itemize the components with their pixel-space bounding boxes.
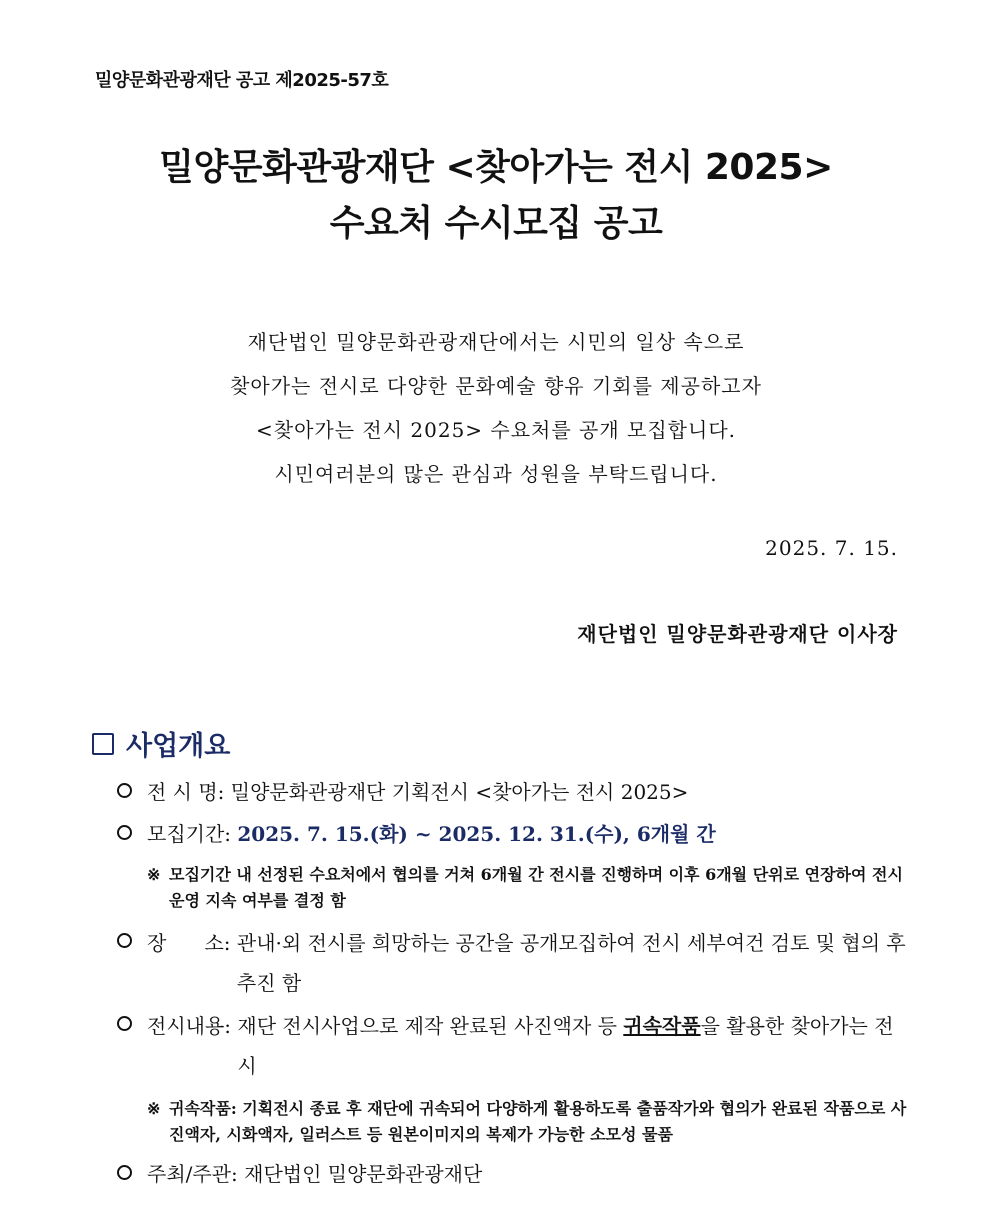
item-label: 장 소:: [147, 931, 237, 955]
notice-date: 2025. 7. 15.: [765, 536, 898, 560]
item-value: 밀양문화관광재단 기획전시 <찾아가는 전시 2025>: [230, 780, 689, 804]
item-content: [117, 1006, 907, 1086]
intro-line-4: 시민여러분의 많은 관심과 성원을 부탁드립니다.: [274, 462, 718, 486]
item-label: 주최/주관:: [147, 1162, 245, 1186]
signer: 재단법인 밀양문화관광재단 이사장: [577, 622, 898, 646]
intro-line-1: 재단법인 밀양문화관광재단에서는 시민의 일상 속으로: [247, 330, 745, 354]
item-label: 모집기간:: [147, 822, 238, 846]
note-recruit-period: [147, 862, 907, 914]
intro-line-2: 찾아가는 전시로 다양한 문화예술 향유 기회를 제공하고자: [230, 374, 762, 398]
square-bullet-icon: [92, 733, 114, 755]
note-text: 귀속작품: 기획전시 종료 후 재단에 귀속되어 다양하게 활용하도록 출품작가와 협의가 완료된 작품으로 사진액자, 시화액자, 일러스트 등 원본이미지의 복제가 가능한 소모성 물품: [169, 1099, 907, 1144]
item-label: 전 시 명:: [147, 780, 231, 804]
item-recruit-period: [117, 815, 907, 853]
circle-bullet-icon: [117, 773, 147, 811]
circle-bullet-icon: [117, 1155, 147, 1193]
item-place: [117, 923, 907, 1003]
item-exhibition-name: [117, 773, 907, 811]
circle-bullet-icon: [117, 815, 147, 853]
note-attributed-works: [147, 1096, 907, 1148]
item-value: 관내·외 전시를 희망하는 공간을 공개모집하여 전시 세부여건 검토 및 협의 후 추진 함: [236, 931, 906, 995]
item-value-part: 재단 전시사업으로 제작 완료된 사진액자 등: [237, 1014, 624, 1038]
item-value: 재단법인 밀양문화관광재단: [244, 1162, 483, 1186]
item-label: 전시내용:: [147, 1014, 238, 1038]
title-line-1: 밀양문화관광재단 <찾아가는 전시 2025>: [159, 147, 833, 188]
item-value: [237, 1006, 907, 1086]
item-organizer: [117, 1155, 907, 1193]
title-line-2: 수요처 수시모집 공고: [329, 203, 663, 244]
item-value: 2025. 7. 15.(화) ~ 2025. 12. 31.(수), 6개월 간: [237, 822, 716, 846]
section-title: 사업개요: [126, 731, 231, 762]
intro-line-3: <찾아가는 전시 2025> 수요처를 공개 모집합니다.: [256, 418, 736, 442]
circle-bullet-icon: [117, 923, 147, 1003]
note-mark: ※: [147, 1099, 161, 1118]
notice-number: 밀양문화관광재단 공고 제2025-57호: [95, 70, 389, 91]
note-text: 모집기간 내 선정된 수요처에서 협의를 거쳐 6개월 간 전시를 진행하며 이후 6개월 단위로 연장하여 전시운영 지속 여부를 결정 함: [169, 865, 903, 910]
section-heading: [92, 724, 230, 763]
circle-bullet-icon: [117, 1006, 147, 1086]
underlined-term: 귀속작품: [623, 1014, 701, 1038]
page-title: [0, 140, 992, 252]
item-value-part: 을 활용한 찾아가는 전시: [237, 1014, 894, 1078]
note-mark: ※: [147, 865, 161, 884]
intro-paragraph: [0, 320, 992, 496]
